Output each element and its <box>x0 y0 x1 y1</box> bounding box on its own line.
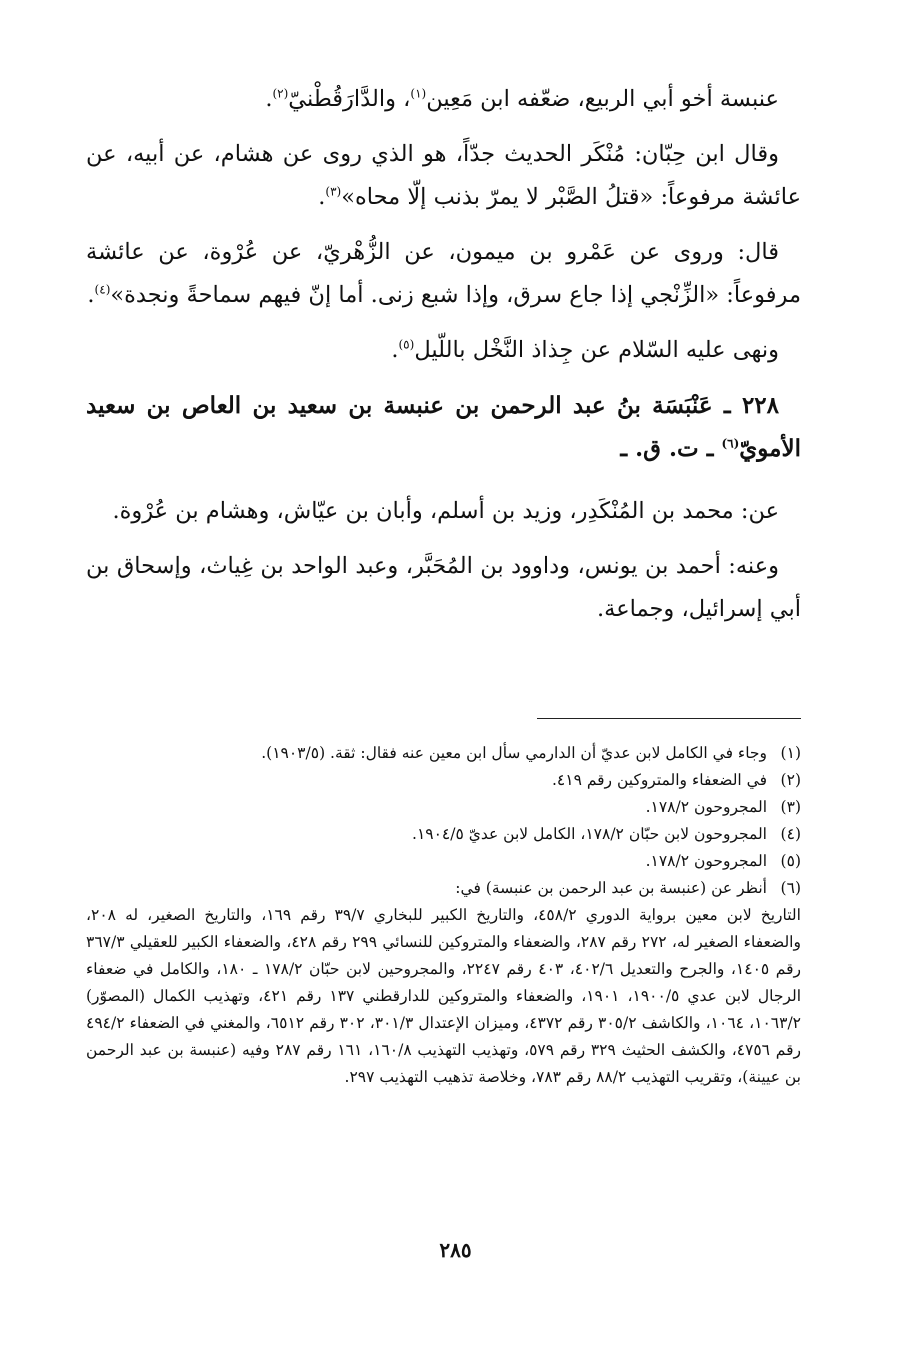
footnotes <box>86 740 801 1091</box>
paragraph-1-text: عنبسة أخو أبي الربيع، ضعّفه ابن مَعِين <box>426 86 779 112</box>
footnote-6-sources: التاريخ لابن معين برواية الدوري ٤٥٨/٢، والتاريخ الكبير للبخاري ٣٩/٧ رقم ١٦٩، والتاريخ الصغير، له ٢٠٨، والضعفاء الصغير له، ٢٧٢ رقم ٢٨٧، والضعفاء والمتروكين للنسائي ٢٩٩ رقم ٤٢٨، والضعفاء الكبير للعقيلي ٣٦٧/٣ رقم ١٤٠٥، والجرح والتعديل ٤٠٢/٦، ٤٠٣ رقم ٢٢٤٧، والمجروحين لابن حبّان ١٧٨/٢ ـ ١٨٠، والكامل في ضعفاء الرجال لابن عدي ١٩٠٠/٥، ١٩٠١، والضعفاء والمتروكين للدارقطني ١٣٧ رقم ٤٢١، وتهذيب الكمال (المصوّر) ١٠٦٣/٢، ١٠٦٤، والكاشف ٣٠٥/٢ رقم ٤٣٧٢، وميزان الإعتدال ٣٠١/٣، ٣٠٢ رقم ٦٥١٢، والمغني في الضعفاء ٤٩٤/٢ رقم ٤٧٥٦، والكشف الحثيث ٣٢٩ رقم ٥٧٩، وتهذيب التهذيب ١٦٠/٨، ١٦١ رقم ٢٨٧ وفيه (عنبسة بن عبد الرحمن بن عيينة)، وتقريب التهذيب ٨٨/٢ رقم ٧٨٣، وخلاصة تذهيب التهذيب ٢٩٧. <box>86 906 802 1086</box>
paragraph-2 <box>86 133 801 219</box>
paragraph-4-text: ونهى عليه السّلام عن جِذاذ النَّخْل باللّيل <box>414 337 779 363</box>
paragraph-6 <box>86 545 801 631</box>
paragraph-3-text: قال: وروى عن عَمْرو بن ميمون، عن الزُّهْريّ، عن عُرْوة، عن عائشة مرفوعاً: «الزِّنْجي إذا جاع سرق، وإذا شبع زنى. أما إنّ فيهم سماحةً ونجدة» <box>86 239 801 308</box>
paragraph-1-end: . <box>265 86 273 112</box>
entry-heading-text: ٢٢٨ ـ عَنْبَسَة بنُ عبد الرحمن بن عنبسة بن سعيد بن العاص بن سعيد الأمويّ <box>86 392 801 462</box>
paragraph-3-end: . <box>87 282 95 308</box>
footnote-2-text: في الضعفاء والمتروكين رقم ٤١٩. <box>551 771 767 789</box>
footnote-ref-3[interactable]: (٣) <box>325 184 342 199</box>
footnote-3 <box>86 794 801 821</box>
footnote-4-text: المجروحون لابن حبّان ١٧٨/٢، الكامل لابن عديّ ١٩٠٤/٥. <box>412 825 767 843</box>
paragraph-3 <box>86 231 801 317</box>
footnote-separator <box>537 718 801 719</box>
paragraph-2-text: وقال ابن حِبّان: مُنْكَر الحديث جدّاً، هو الذي روى عن هشام، عن أبيه، عن عائشة مرفوعاً: «قتلُ الصَّبْر لا يمرّ بذنب إلّا محاه» <box>86 141 801 210</box>
entry-heading <box>86 384 801 470</box>
entry-heading-sigla: ـ ت. ق. ـ <box>620 435 722 462</box>
footnote-4-number: (٤) <box>780 825 801 843</box>
footnote-6 <box>86 875 801 902</box>
footnote-1-number: (١) <box>780 744 801 762</box>
footnote-1 <box>86 740 801 767</box>
footnote-5 <box>86 848 801 875</box>
paragraph-5 <box>86 490 801 533</box>
footnote-6-number: (٦) <box>780 879 801 897</box>
paragraph-5-text: عن: محمد بن المُنْكَدِر، وزيد بن أسلم، وأبان بن عيّاش، وهشام بن عُرْوة. <box>112 498 779 524</box>
footnote-ref-2[interactable]: (٢) <box>272 86 289 101</box>
footnote-3-text: المجروحون ١٧٨/٢. <box>645 798 767 816</box>
footnote-ref-1[interactable]: (١) <box>410 86 427 101</box>
paragraph-1-mid: ، والدَّارَقُطْنيّ <box>288 86 411 112</box>
footnote-ref-6[interactable]: (٦) <box>721 436 740 451</box>
footnote-6-text: أنظر عن (عنبسة بن عبد الرحمن بن عنبسة) في: <box>455 879 767 897</box>
footnote-3-number: (٣) <box>780 798 801 816</box>
paragraph-6-text: وعنه: أحمد بن يونس، وداوود بن المُحَبَّر، وعبد الواحد بن غِياث، وإسحاق بن أبي إسرائيل، وجماعة. <box>86 553 801 622</box>
main-text <box>86 78 801 643</box>
footnote-2 <box>86 767 801 794</box>
footnote-4 <box>86 821 801 848</box>
paragraph-2-end: . <box>318 184 326 210</box>
footnote-2-number: (٢) <box>780 771 801 789</box>
footnote-5-number: (٥) <box>780 852 801 870</box>
footnote-ref-5[interactable]: (٥) <box>398 337 415 352</box>
paragraph-4 <box>86 329 801 372</box>
footnote-ref-4[interactable]: (٤) <box>94 282 111 297</box>
paragraph-1 <box>86 78 801 121</box>
page-number: ٢٨٥ <box>439 1238 472 1262</box>
footnote-1-text: وجاء في الكامل لابن عديّ أن الدارمي سأل ابن معين عنه فقال: ثقة. (١٩٠٣/٥). <box>261 744 767 762</box>
footnote-5-text: المجروحون ١٧٨/٢. <box>645 852 767 870</box>
paragraph-4-end: . <box>391 337 399 363</box>
